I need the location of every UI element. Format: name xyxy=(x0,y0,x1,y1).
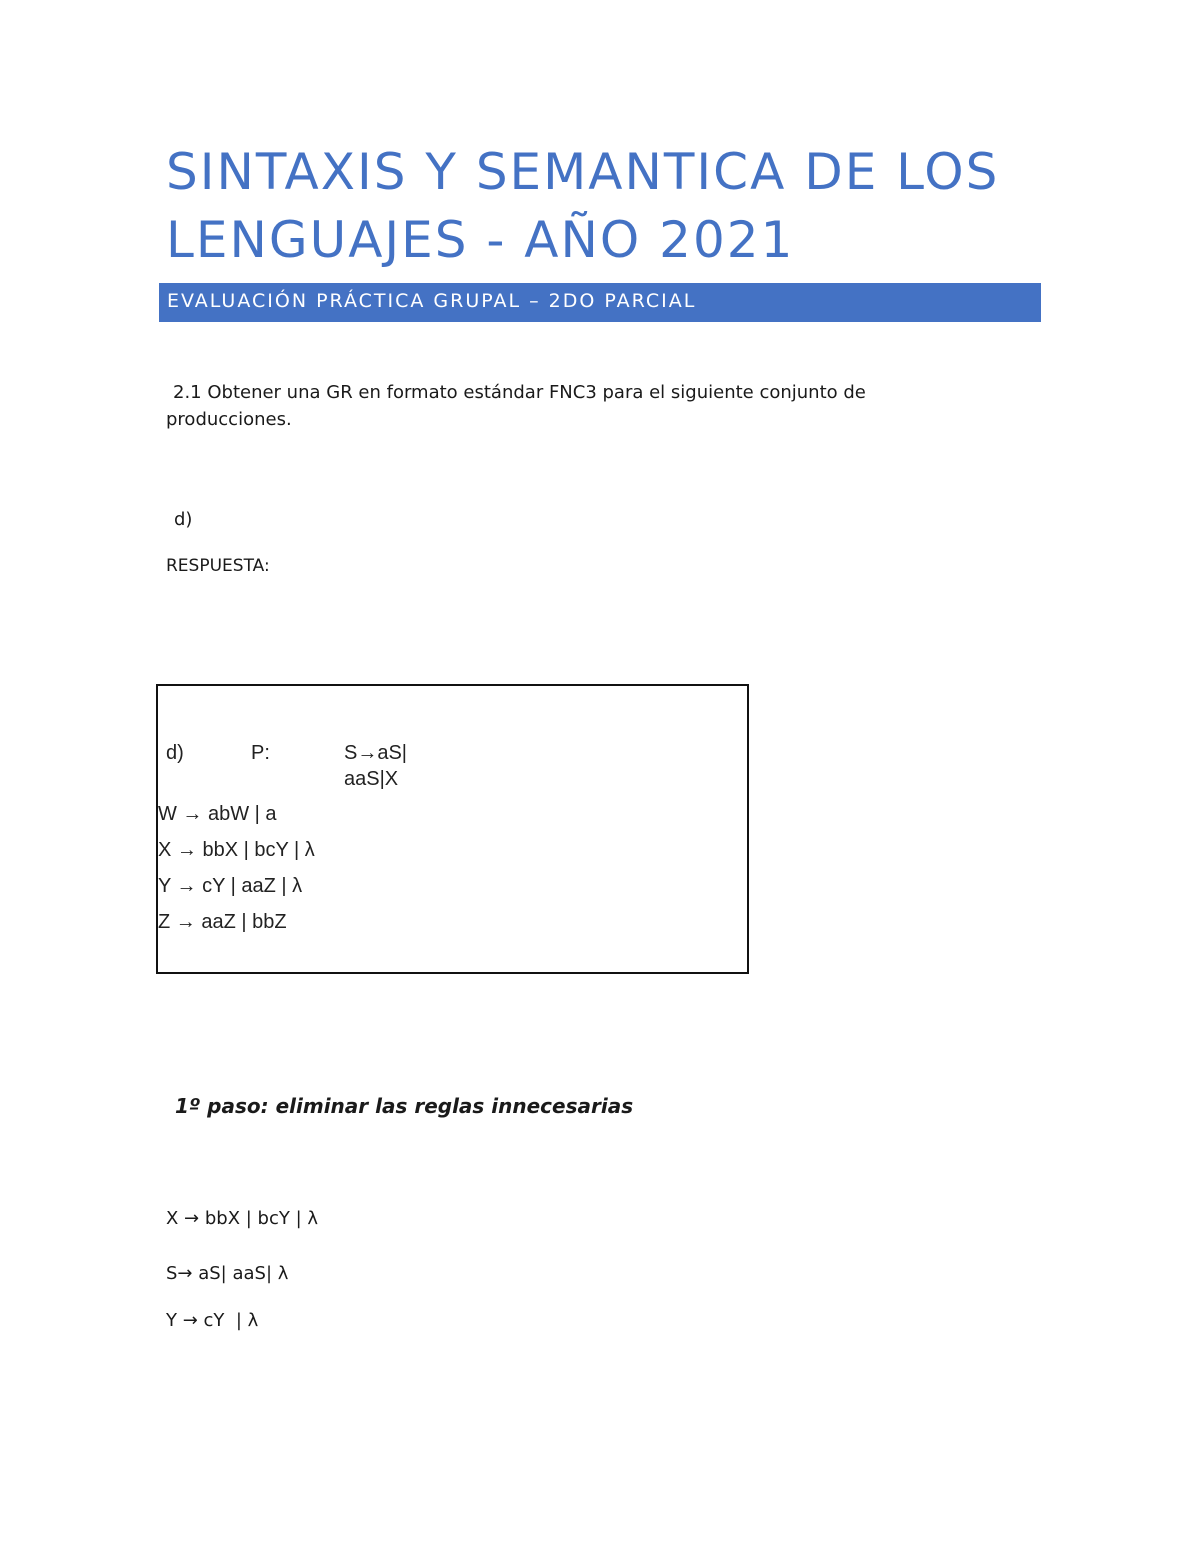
grammar-box xyxy=(156,684,749,974)
step1-rule-s: S→ aS| aaS| λ xyxy=(166,1263,289,1284)
subtitle-text: EVALUACIÓN PRÁCTICA GRUPAL – 2DO PARCIAL xyxy=(167,290,697,312)
box-x-rule: X → bbX | bcY | λ xyxy=(158,839,315,861)
box-p-label: P: xyxy=(251,742,270,764)
question-item-label: d) xyxy=(174,509,193,530)
box-y-rule: Y → cY | aaZ | λ xyxy=(158,875,303,897)
box-w-rule: W → abW | a xyxy=(158,803,277,825)
title-line-2: LENGUAJES - AÑO 2021 xyxy=(166,211,795,269)
answer-label: RESPUESTA: xyxy=(166,556,270,576)
question-text-line-2: producciones. xyxy=(166,409,292,430)
step1-rule-x: X → bbX | bcY | λ xyxy=(166,1208,319,1229)
box-s-rule-part2: aaS|X xyxy=(344,768,399,790)
box-item-label: d) xyxy=(166,742,184,764)
box-s-rule-part1: S→aS| xyxy=(344,742,407,764)
step1-rule-y: Y → cY | λ xyxy=(166,1310,259,1331)
subtitle-bar xyxy=(159,283,1041,322)
question-text-line-1: 2.1 Obtener una GR en formato estándar FNC3 para el siguiente conjunto de xyxy=(173,382,866,403)
title-line-1: SINTAXIS Y SEMANTICA DE LOS xyxy=(166,143,1000,201)
step1-heading: 1º paso: eliminar las reglas innecesarias xyxy=(175,1094,634,1118)
document-title xyxy=(166,138,1066,274)
box-z-rule: Z → aaZ | bbZ xyxy=(158,911,287,933)
